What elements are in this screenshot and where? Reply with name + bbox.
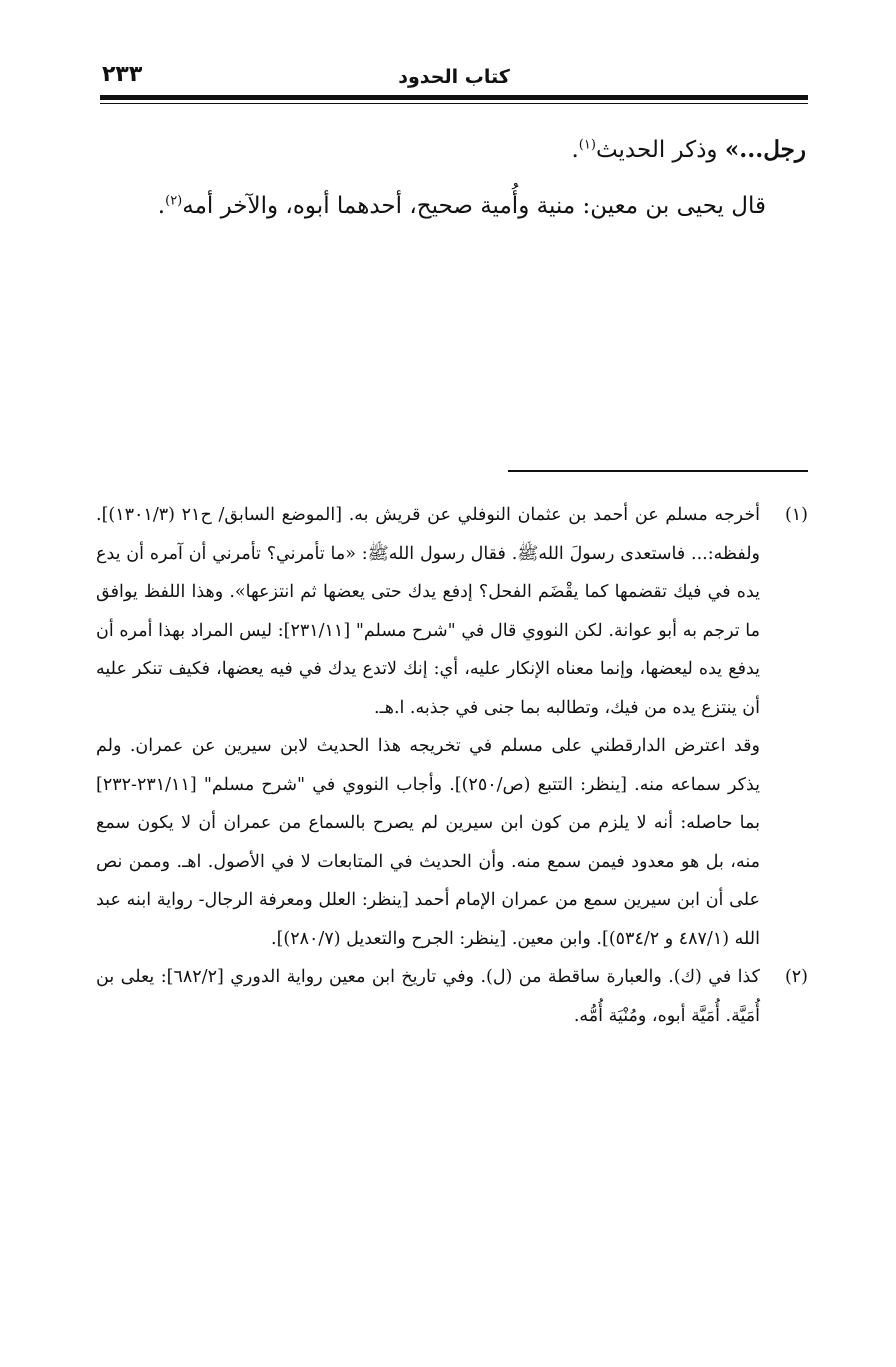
footnote-ref-1[interactable]: (١) — [578, 137, 596, 153]
footnote-1-para-1: أخرجه مسلم عن أحمد بن عثمان النوفلي عن قريش به. [الموضع السابق/ ح٢١ (١٣٠١/٣)]. ولفظه:... فاستعدى رسولَ اللهﷺ. فقال رسول اللهﷺ: «ما تأمرني؟ تأمرني أن آمره أن يدع يده في فيك تقضمها كما يقْضَم الفحل؟ إدفع يدك حتى يعضها ثم انتزعها». وهذا اللفظ يوافق ما ترجم به أبو عوانة. لكن النووي قال في "شرح مسلم" [٢٣١/١١]: ليس المراد بهذا أمره أن يدفع يده ليعضها، وإنما معناه الإنكار عليه، أي: إنك لاتدع يدك في فيه يعضها، فكيف تنكر عليه أن ينتزع يده من فيك، وتطالبه بما جنى في جذبه. ا.هـ. — [96, 505, 761, 718]
footnote-2 — [96, 958, 808, 1035]
quote-end: رجل...» — [724, 136, 806, 163]
footnotes — [96, 496, 808, 1035]
main-line-2 — [104, 178, 806, 234]
footnote-1-para-2: وقد اعترض الدارقطني على مسلم في تخريجه هذا الحديث لابن سيرين عن عمران. ولم يذكر سماعه منه. [ينظر: التتبع (ص/٢٥٠)]. وأجاب النووي في "شرح مسلم" [٢٣١/١١-٢٣٢] بما حاصله: أنه لا يلزم من كون ابن سيرين لم يصرح بالسماع من عمران أن لا يكون سمع منه، بل هو معدود فيمن سمع منه. وأن الحديث في المتابعات لا في الأصول. اهـ. وممن نص على أن ابن سيرين سمع من عمران الإمام أحمد [ينظر: العلل ومعرفة الرجال- رواية ابنه عبد الله (٤٨٧/١ و ٥٣٤/٢)]. وابن معين. [ينظر: الجرح والتعديل (٢٨٠/٧)]. — [96, 736, 760, 949]
main-line-2-end: . — [157, 193, 166, 219]
header-rule-thick — [100, 95, 808, 100]
footnote-1 — [96, 496, 808, 958]
page-number: ٢٣٣ — [102, 62, 143, 87]
running-header — [100, 64, 808, 94]
footnote-number: (٢) — [784, 967, 808, 987]
header-rule-thin — [100, 103, 808, 104]
footnote-ref-2[interactable]: (٢) — [165, 193, 183, 209]
footnote-number: (١) — [784, 505, 808, 525]
main-line-2-text: قال يحيى بن معين: منية وأُمية صحيح، أحدهما أبوه، والآخر أمه — [182, 193, 766, 219]
main-text — [104, 122, 806, 234]
main-line-1-end: . — [571, 137, 579, 163]
page-title: كتاب الحدود — [398, 66, 510, 88]
main-line-1 — [104, 122, 806, 178]
footnote-separator — [508, 470, 808, 472]
main-line-1-text: وذكر الحديث — [595, 137, 725, 163]
footnote-2-para-1: كذا في (ك). والعبارة ساقطة من (ل). وفي تاريخ ابن معين رواية الدوري [٦٨٢/٢]: يعلى بن أُمَيَّة. أُمَيَّة أبوه، ومُنْيَة أُمُّه. — [96, 967, 761, 1026]
